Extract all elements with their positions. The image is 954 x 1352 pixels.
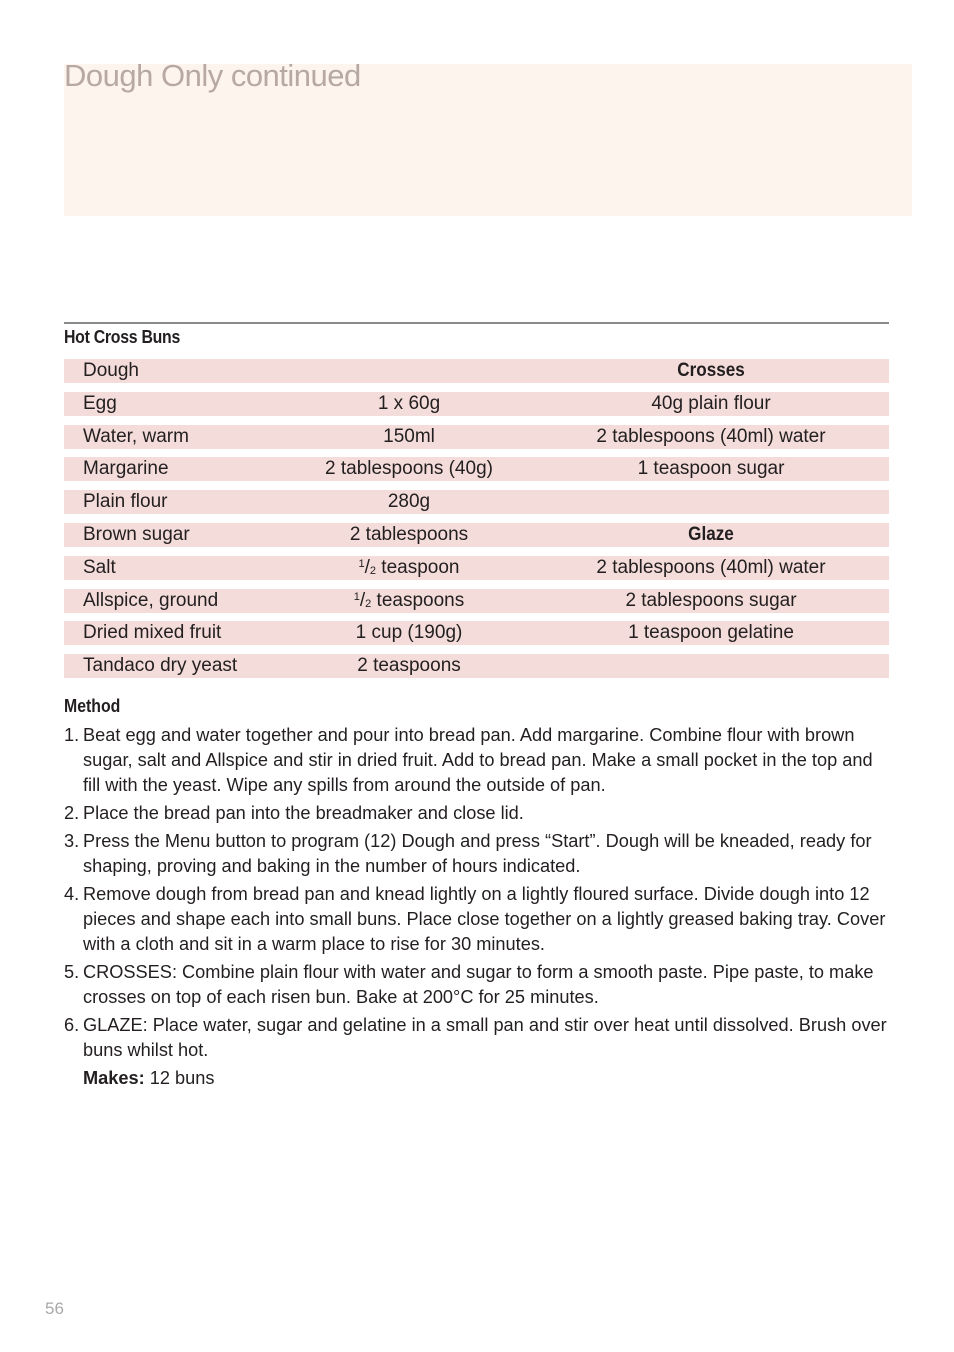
- ingredient-row: [64, 359, 889, 383]
- step-number: 6.: [64, 1015, 80, 1035]
- method-heading: Method: [64, 696, 121, 716]
- ingredient-quantity: 2 tablespoons (40g): [325, 458, 493, 480]
- ingredient-row: [64, 490, 889, 514]
- ingredient-row: [64, 392, 889, 416]
- ingredient-quantity: 280g: [387, 491, 431, 513]
- ingredient-row: [64, 523, 889, 547]
- ingredient-row: [64, 425, 889, 449]
- step-text: Remove dough from bread pan and knead lightly on a lightly floured surface. Divide dough into 12 pieces and shape each into small buns. Place close together on a lightly greased baking tray. Cover with a cloth and sit in a warm place to rise for 30 minutes.: [83, 884, 886, 954]
- subrecipe-heading: Glaze: [688, 523, 734, 545]
- subrecipe-ingredient: 2 tablespoons sugar: [625, 589, 797, 611]
- method-step: [64, 1013, 894, 1063]
- method-step: [64, 829, 894, 879]
- step-number: 5.: [64, 962, 80, 982]
- ingredient-quantity-unit: teaspoons: [371, 589, 465, 611]
- ingredient-quantity: $^1/_2$ teaspoons: [353, 589, 465, 611]
- ingredient-row: [64, 589, 889, 613]
- ingredient-name: Margarine: [83, 458, 169, 480]
- method-steps: [64, 723, 894, 1091]
- page-title: Dough Only continued: [64, 58, 361, 93]
- step-text: CROSSES: Combine plain flour with water and sugar to form a smooth paste. Pipe paste, to make crosses on top of each risen bun. Bake at 200°C for 25 minutes.: [83, 962, 874, 1007]
- step-text: Press the Menu button to program (12) Dough and press “Start”. Dough will be kneaded, ready for shaping, proving and baking in the number of hours indicated.: [83, 831, 872, 876]
- ingredient-name: Dough: [83, 360, 139, 381]
- ingredient-row: [64, 654, 889, 678]
- yield-label: Makes:: [83, 1068, 145, 1088]
- ingredient-row: [64, 457, 889, 481]
- ingredient-quantity: 1 x 60g: [377, 392, 441, 414]
- step-number: 1.: [64, 725, 80, 745]
- ingredient-name: Egg: [83, 392, 117, 414]
- subrecipe-ingredient: 2 tablespoons (40ml) water: [596, 556, 826, 578]
- section-divider: [64, 322, 889, 324]
- subrecipe-heading: Crosses: [677, 360, 745, 381]
- yield-value: 12 buns: [144, 1068, 215, 1088]
- page-number: 56: [45, 1299, 64, 1318]
- ingredient-row: [64, 556, 889, 580]
- ingredient-name: Allspice, ground: [83, 589, 219, 611]
- method-step: [64, 960, 894, 1010]
- ingredient-row: [64, 621, 889, 645]
- ingredients-table: [64, 359, 889, 687]
- subrecipe-ingredient: 1 teaspoon sugar: [637, 458, 785, 480]
- ingredient-quantity: $^1/_2$ teaspoon: [358, 556, 460, 578]
- ingredient-quantity: 1 cup (190g): [355, 622, 463, 644]
- ingredient-quantity: 2 tablespoons: [349, 523, 469, 545]
- ingredient-name: Brown sugar: [83, 523, 190, 545]
- yield: [64, 1066, 894, 1091]
- ingredient-quantity: 150ml: [383, 425, 435, 447]
- step-number: 4.: [64, 884, 80, 904]
- step-text: GLAZE: Place water, sugar and gelatine in a small pan and stir over heat until dissolved. Brush over buns whilst hot.: [83, 1015, 887, 1060]
- subrecipe-ingredient: 2 tablespoons (40ml) water: [596, 425, 826, 447]
- step-number: 2.: [64, 803, 80, 823]
- ingredient-name: Tandaco dry yeast: [83, 655, 238, 677]
- ingredient-name: Water, warm: [83, 425, 189, 447]
- step-text: Beat egg and water together and pour into bread pan. Add margarine. Combine flour with brown sugar, salt and Allspice and stir in dried fruit. Add to bread pan. Make a small pocket in the top and fill with the yeast. Wipe any spills from around the outside of pan.: [83, 725, 873, 795]
- method-step: [64, 882, 894, 957]
- ingredient-name: Salt: [83, 556, 116, 578]
- subrecipe-ingredient: 40g plain flour: [651, 392, 771, 414]
- ingredient-quantity: 2 teaspoons: [357, 655, 461, 677]
- method-step: [64, 801, 894, 826]
- ingredient-quantity-unit: teaspoon: [376, 556, 460, 578]
- step-number: 3.: [64, 831, 80, 851]
- subrecipe-ingredient: 1 teaspoon gelatine: [628, 622, 794, 644]
- ingredient-name: Plain flour: [83, 491, 168, 513]
- step-text: Place the bread pan into the breadmaker and close lid.: [83, 803, 524, 823]
- recipe-title: Hot Cross Buns: [64, 327, 180, 347]
- method-step: [64, 723, 894, 798]
- ingredient-name: Dried mixed fruit: [83, 622, 222, 644]
